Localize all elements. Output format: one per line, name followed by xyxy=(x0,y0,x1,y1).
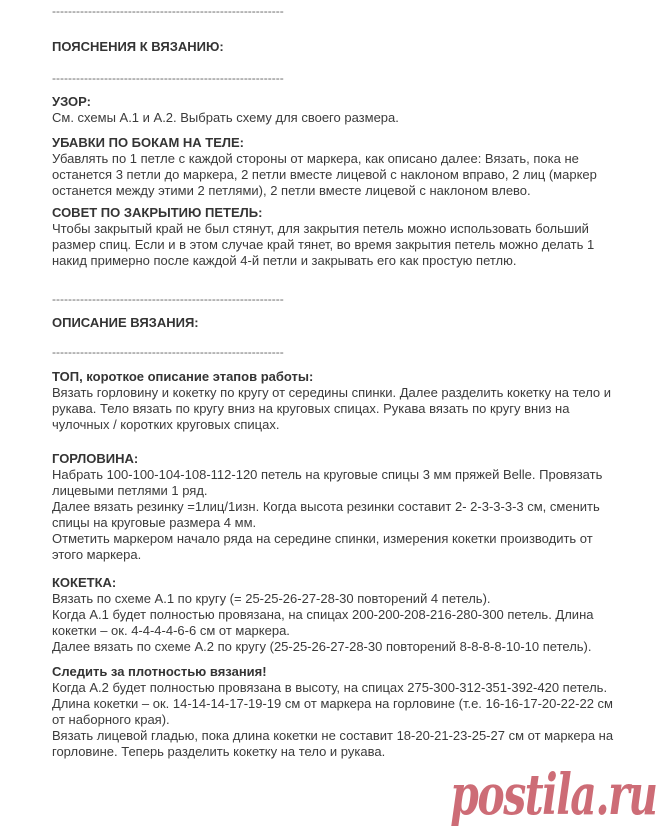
section-bindoff-tip xyxy=(52,205,627,269)
paragraph-yoke-4: Когда А.2 будет полностью провязана в высоту, на спицах 275-300-312-351-392-420 петель. Длина кокетки – ок. 14-14-14-17-19-19 см от маркера на горловине (т.е. 16-16-17-20-22-22 см от наборного края). xyxy=(52,680,613,727)
heading-explanations: ПОЯСНЕНИЯ К ВЯЗАНИЮ: xyxy=(52,39,224,54)
separator-line-4: ---------------------------------------------------------- xyxy=(52,345,284,359)
section-pattern xyxy=(52,94,627,126)
heading-pattern: УЗОР: xyxy=(52,94,91,109)
heading-bindoff-tip: СОВЕТ ПО ЗАКРЫТИЮ ПЕТЕЛЬ: xyxy=(52,205,263,220)
heading-top-overview: ТОП, короткое описание этапов работы: xyxy=(52,369,314,384)
postila-watermark: postila.ru xyxy=(449,762,656,828)
paragraph-yoke-1: Вязать по схеме А.1 по кругу (= 25-25-26-27-28-30 повторений 4 петель). xyxy=(52,591,491,606)
separator-line-2: ---------------------------------------------------------- xyxy=(52,71,284,85)
heading-description: ОПИСАНИЕ ВЯЗАНИЯ: xyxy=(52,315,199,330)
paragraph-top-overview: Вязать горловину и кокетку по кругу от середины спинки. Далее разделить кокетку на тело и рукава. Тело вязать по кругу вниз на круговых спицах. Рукава вязать по кругу вниз на чулочных / коротких круговых спицах. xyxy=(52,385,612,432)
paragraph-neckline-1: Набрать 100-100-104-108-112-120 петель на круговые спицы 3 мм пряжей Belle. Провязать лицевыми петлями 1 ряд. xyxy=(52,467,603,498)
section-neckline xyxy=(52,451,627,563)
heading-neckline: ГОРЛОВИНА: xyxy=(52,451,139,466)
section-side-decreases xyxy=(52,135,627,199)
paragraph-yoke-5: Вязать лицевой гладью, пока длина кокетки не составит 18-20-21-23-25-27 см от маркера на горловине. Теперь разделить кокетку на тело и рукава. xyxy=(52,728,614,759)
paragraph-bindoff-tip: Чтобы закрытый край не был стянут, для закрытия петель можно использовать больший размер спиц. Если и в этом случае край тянет, во время закрытия петель можно делать 1 накид примерно после каждой 4-й петли и закрывать его как простую петлю. xyxy=(52,221,595,268)
gauge-note: Следить за плотностью вязания! xyxy=(52,664,267,679)
paragraph-yoke-3: Далее вязать по схеме А.2 по кругу (25-25-26-27-28-30 повторений 8-8-8-8-10-10 петель). xyxy=(52,639,592,654)
heading-side-decreases: УБАВКИ ПО БОКАМ НА ТЕЛЕ: xyxy=(52,135,245,150)
section-yoke xyxy=(52,575,627,760)
paragraph-neckline-2: Далее вязать резинку =1лиц/1изн. Когда высота резинки составит 2- 2-3-3-3-3 см, сменить спицы на круговые размера 4 мм. xyxy=(52,499,600,530)
paragraph-neckline-3: Отметить маркером начало ряда на середине спинки, измерения кокетки производить от этого маркера. xyxy=(52,531,593,562)
paragraph-yoke-2: Когда А.1 будет полностью провязана, на спицах 200-200-208-216-280-300 петель. Длина кокетки – ок. 4-4-4-4-6-6 см от маркера. xyxy=(52,607,594,638)
heading-yoke: КОКЕТКА: xyxy=(52,575,117,590)
section-top-overview xyxy=(52,369,627,433)
paragraph-side-decreases: Убавлять по 1 петле с каждой стороны от маркера, как описано далее: Вязать, пока не останется 3 петли до маркера, 2 петли вместе лицевой с наклоном вправо, 2 лиц (маркер останется между этими 2 петлями), 2 петли вместе лицевой с наклоном влево. xyxy=(52,151,597,198)
paragraph-pattern: См. схемы А.1 и А.2. Выбрать схему для своего размера. xyxy=(52,110,399,125)
separator-line-3: ---------------------------------------------------------- xyxy=(52,292,284,306)
separator-line-1: ---------------------------------------------------------- xyxy=(52,4,284,18)
